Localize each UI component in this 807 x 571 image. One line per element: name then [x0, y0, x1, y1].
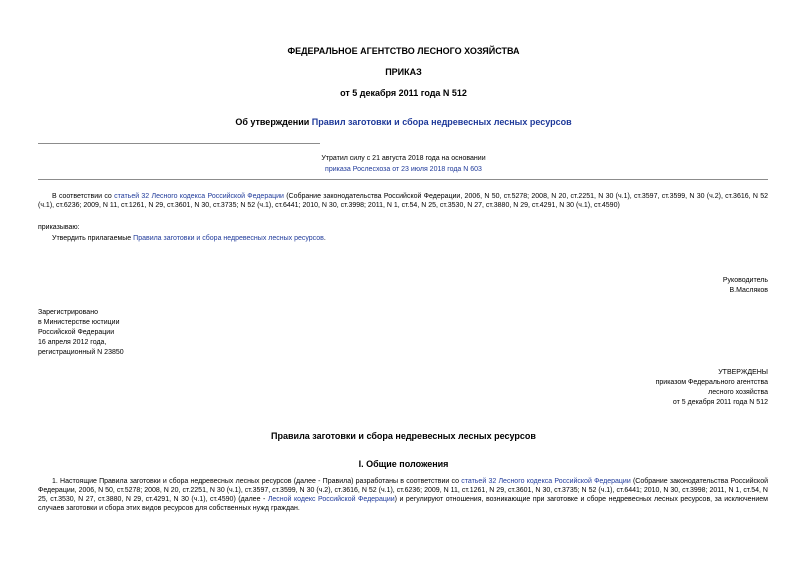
preamble-prefix: В соответствии со: [52, 193, 115, 200]
p1-link-forest-code[interactable]: Лесной кодекс Российской Федерации: [267, 496, 395, 504]
divider-top: [38, 143, 320, 144]
rules-paragraph-1: [38, 477, 768, 513]
divider-status: [38, 179, 768, 180]
status-line-1: Утратил силу с 21 августа 2018 года на основании: [321, 155, 486, 162]
p1-link-article32[interactable]: статьей 32 Лесного кодекса Российской Федерации: [461, 478, 631, 485]
section-heading: I. Общие положения: [358, 459, 449, 469]
p1-prefix: 1. Настоящие Правила заготовки и сбора недревесных лесных ресурсов (далее - Правила) разработаны в соответствии со: [52, 478, 462, 485]
registration-line-5: регистрационный N 23850: [38, 349, 124, 356]
order-subject-prefix: Об утверждении: [235, 117, 312, 127]
status-link[interactable]: приказа Рослесхоза от 23 июля 2018 года N 603: [325, 166, 482, 173]
p1-mid: (Собрание законодательства Российской Федерации, 2006, N 50, ст.5278; 2008, N 20, ст.2251, N 30 (ч.1), ст.3597, ст.3599, N 30 (ч.2), ст.3616, N 52 (ч.1), ст.6236; 2009, N 11, ст.1261, N 29, ст.3601, N 30, ст.3735; N 52 (ч.1), ст.6441; 2010, N 30, ст.3998; 2011, N 1, ст.54, N 25, ст.3530, N 27, ст.3880, N 29, ст.4291, N 30 (ч.1), ст.4590) (далее -: [38, 478, 768, 504]
preamble-link[interactable]: статьей 32 Лесного кодекса Российской Федерации: [114, 193, 284, 200]
approved-line-2: приказом Федерального агентства: [655, 379, 768, 386]
approve-line: [52, 234, 326, 243]
approve-link[interactable]: Правила заготовки и сбора недревесных лесных ресурсов: [133, 235, 324, 242]
order-subject: [0, 117, 807, 129]
registration-line-1: Зарегистрировано: [38, 309, 98, 316]
registration-line-3: Российской Федерации: [38, 329, 115, 336]
agency-heading: ФЕДЕРАЛЬНОЕ АГЕНТСТВО ЛЕСНОГО ХОЗЯЙСТВА: [287, 46, 520, 56]
preamble-text: (Собрание законодательства Российской Федерации, 2006, N 50, ст.5278; 2008, N 20, ст.2251, N 30 (ч.1), ст.3597, ст.3599, N 30 (ч.2), ст.3616, N 52 (ч.1), ст.6236; 2009, N 11, ст.1261, N 29, ст.3601, N 30, ст.3735; N 52 (ч.1), ст.6441; 2010, N 30, ст.3998; 2011, N 1, ст.54, N 25, ст.3530, N 27, ст.3880, N 29, ст.4291, N 30 (ч.1), ст.4590): [38, 193, 768, 210]
order-date-number: от 5 декабря 2011 года N 512: [340, 88, 467, 98]
registration-line-4: 16 апреля 2012 года,: [38, 339, 107, 346]
registration-line-2: в Министерстве юстиции: [38, 319, 120, 326]
approved-line-1: УТВЕРЖДЕНЫ: [718, 369, 768, 376]
approve-suffix: .: [323, 235, 326, 242]
p1-suffix: ) и регулируют отношения, возникающие при заготовке и сборе недревесных лесных ресурсов, за исключением случаев заготовки и сбора этих видов ресурсов для собственных нужд граждан.: [38, 496, 768, 513]
doc-type-heading: ПРИКАЗ: [385, 67, 422, 77]
approve-prefix: Утвердить прилагаемые: [52, 235, 134, 242]
status-line-2: [0, 165, 807, 174]
rules-title: Правила заготовки и сбора недревесных лесных ресурсов: [271, 431, 536, 441]
order-word: приказываю:: [38, 224, 80, 231]
approved-line-4: от 5 декабря 2011 года N 512: [672, 399, 768, 406]
order-subject-link[interactable]: Правил заготовки и сбора недревесных лесных ресурсов: [311, 117, 572, 127]
preamble-paragraph: [38, 192, 768, 210]
signature-name: В.Масляков: [729, 287, 768, 294]
signature-role: Руководитель: [722, 277, 768, 284]
approved-line-3: лесного хозяйства: [708, 389, 768, 396]
